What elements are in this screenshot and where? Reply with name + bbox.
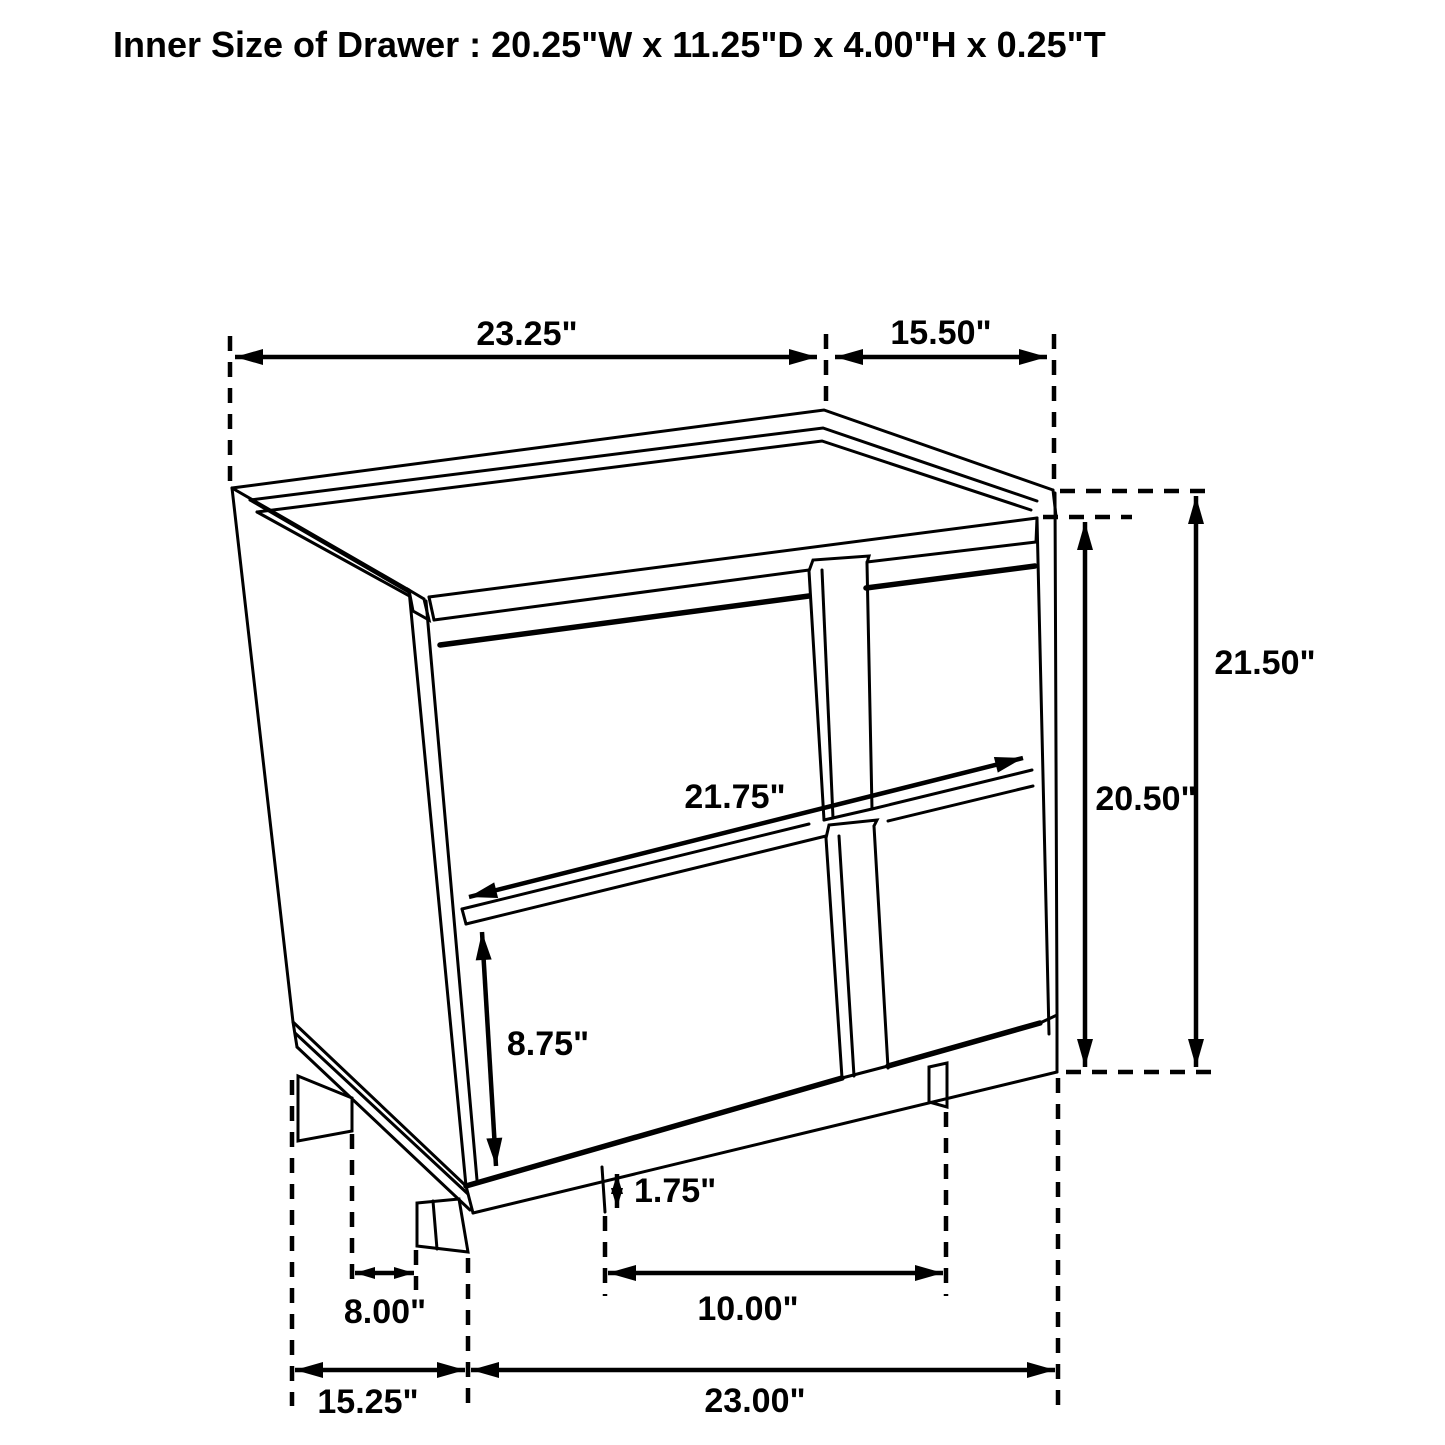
dim-label-drawer-opening-height: 8.75" [506, 1025, 590, 1063]
dim-label-case-height: 20.50" [1095, 780, 1197, 818]
left-rail-inner [250, 500, 419, 598]
dim-label-base-width: 23.00" [704, 1382, 806, 1420]
drawer-area-top-edge [440, 566, 1035, 645]
base-height-tick [602, 1167, 605, 1212]
front-right-edge-inner [1037, 518, 1049, 1034]
dim-label-total-height: 21.50" [1214, 644, 1316, 682]
dim-label-left-leg-gap: 8.00" [343, 1293, 427, 1331]
front-right-edge-outer [1055, 493, 1057, 1014]
front-left-edge-outer [409, 590, 466, 1186]
dim-label-drawer-face-width: 21.75" [684, 778, 786, 816]
front-left-edge-inner [426, 601, 477, 1180]
front-left-leg [417, 1199, 468, 1252]
drawer-divider-left-cap [462, 909, 466, 924]
dim-label-top-depth: 15.50" [890, 314, 992, 352]
back-left-leg [298, 1076, 352, 1141]
dim-line-drawer-opening-height [482, 932, 496, 1166]
page-title: Inner Size of Drawer : 20.25"W x 11.25"D x 4.00"H x 0.25"T [113, 24, 1106, 65]
cabinet-drawing [232, 410, 1057, 1252]
top-slab-front-edge [429, 518, 1037, 597]
upper-drawer-handle [809, 556, 872, 820]
extension-lines [230, 334, 1214, 1406]
lower-drawer-handle [826, 820, 888, 1078]
dim-label-base-depth: 15.25" [317, 1383, 419, 1421]
left-rail-inner-bottom [257, 512, 424, 604]
dim-label-base-height: 1.75" [634, 1172, 717, 1210]
dim-label-front-leg-spacing: 10.00" [697, 1290, 799, 1328]
dim-label-top-width: 23.25" [476, 315, 578, 353]
top-slab-left-cap [429, 597, 434, 620]
